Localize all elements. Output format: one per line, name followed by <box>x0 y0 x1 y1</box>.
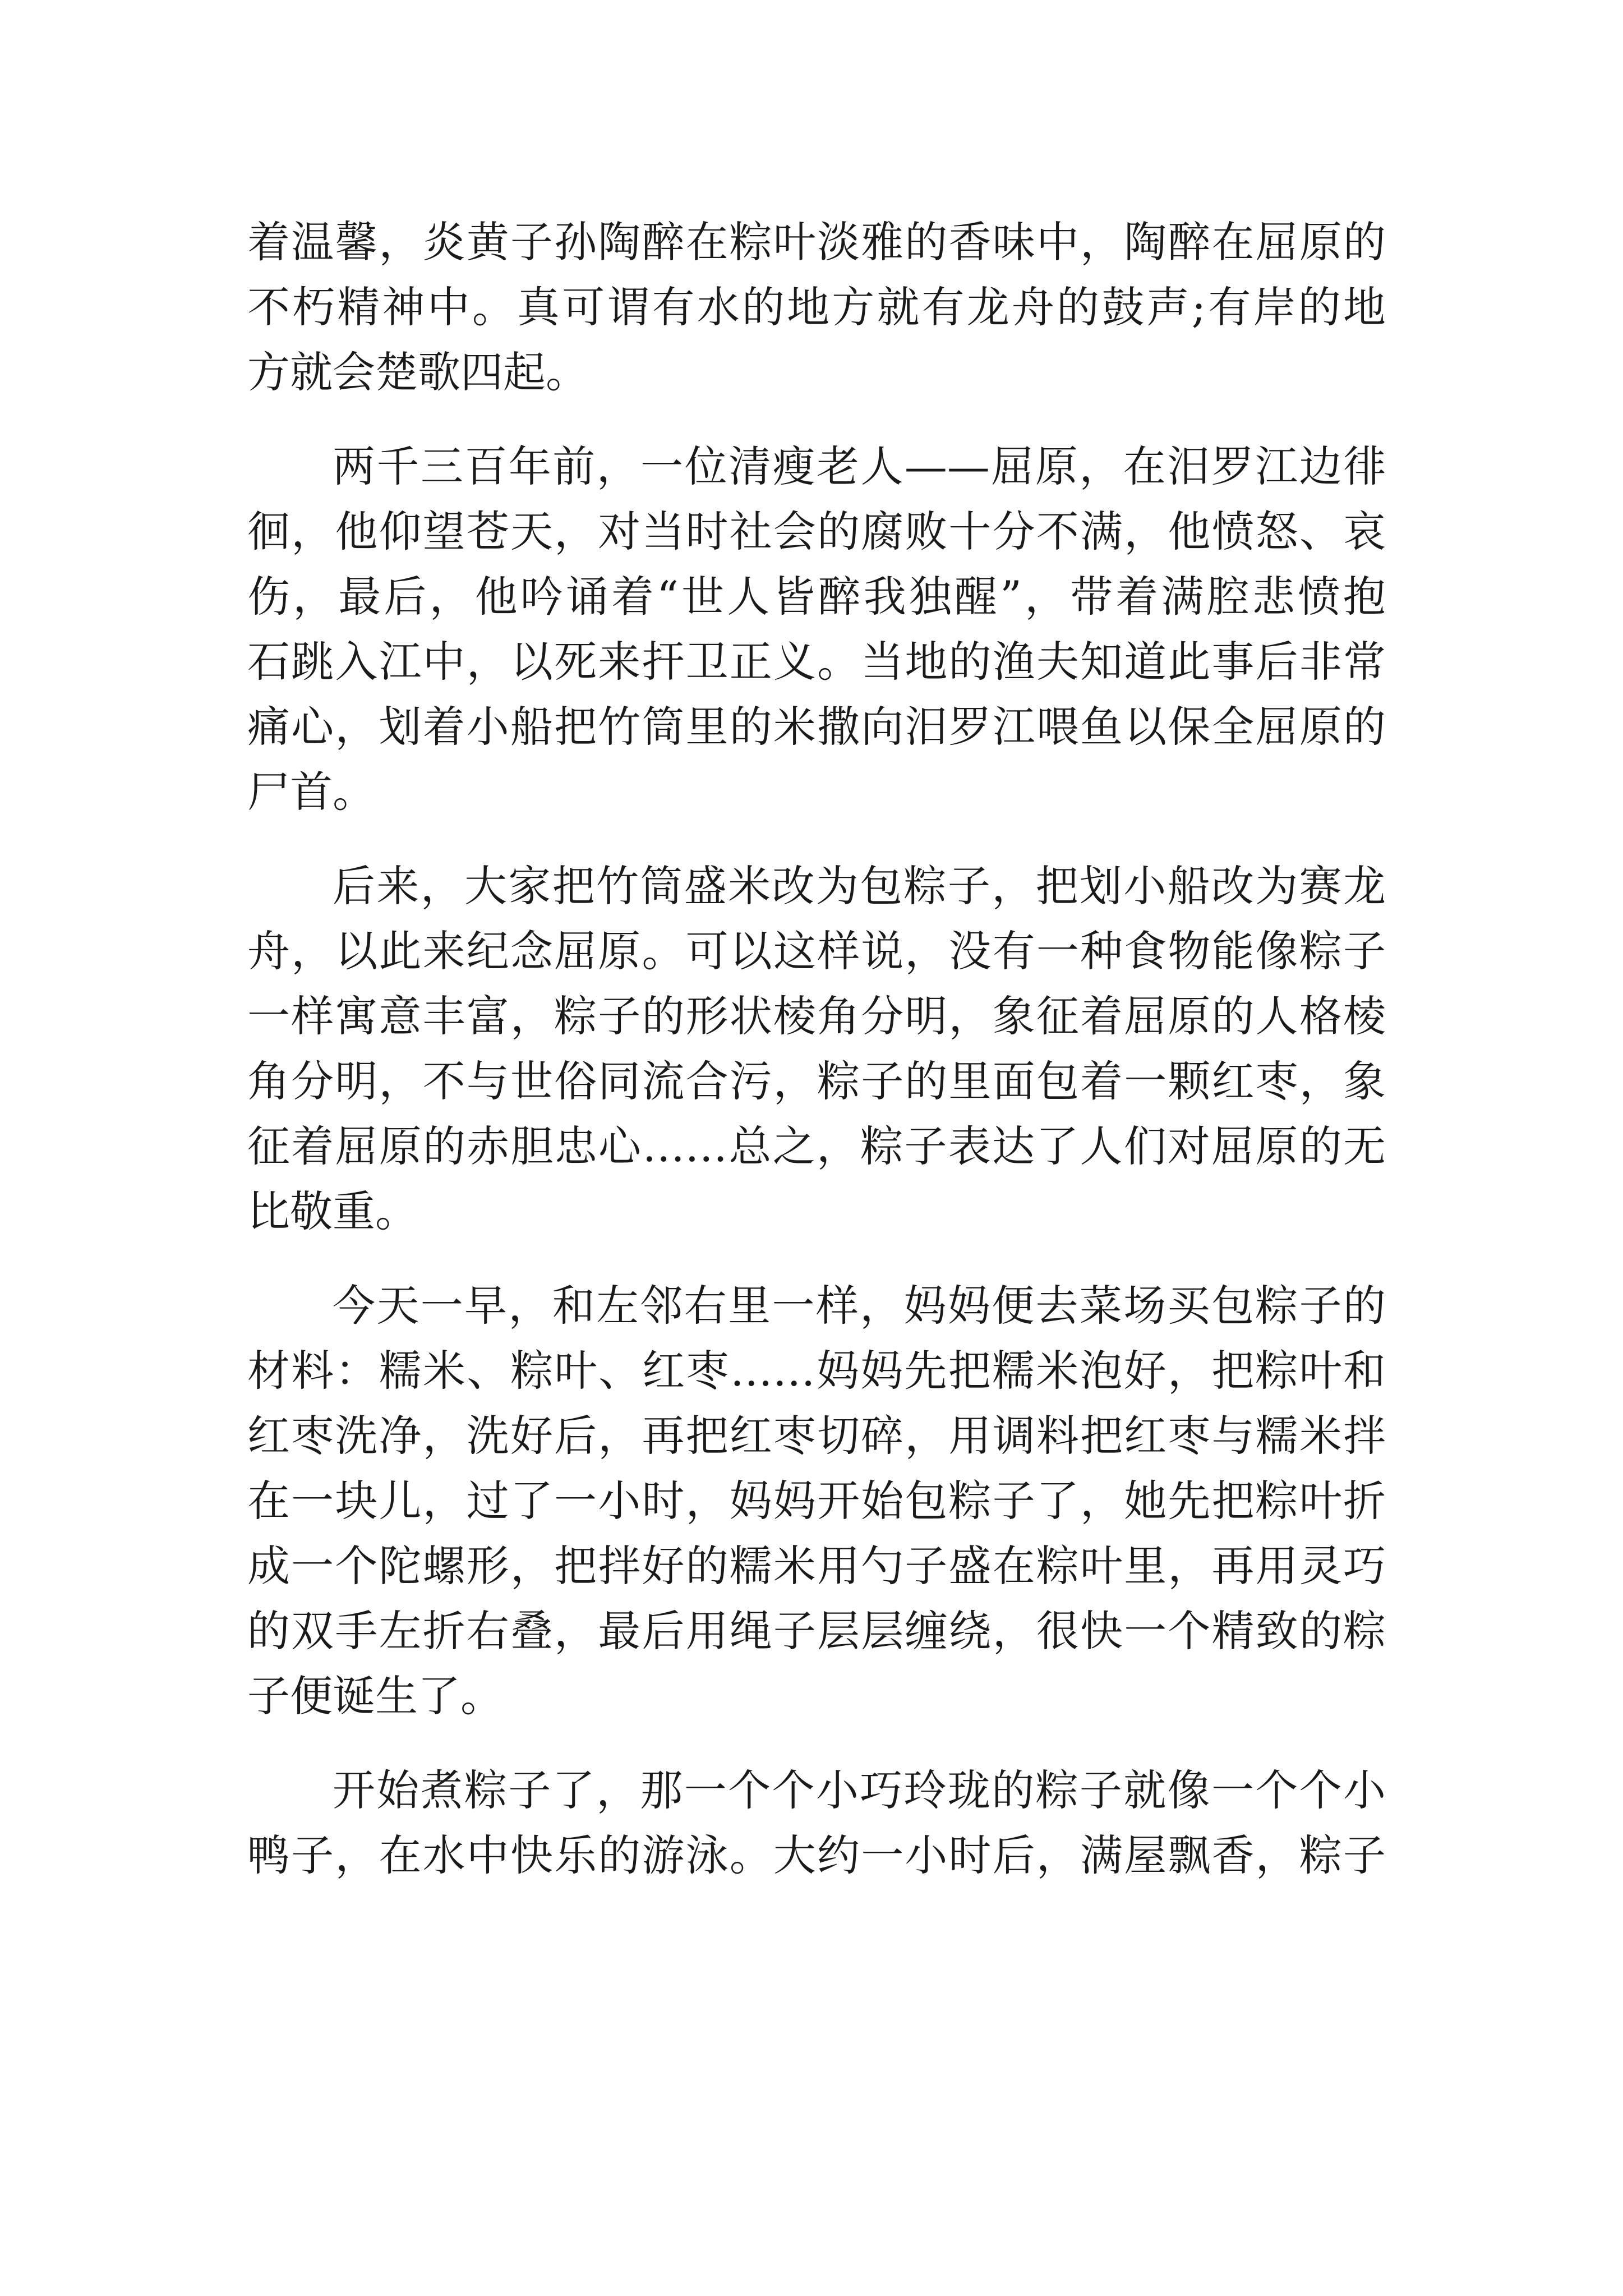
text-line: 方就会楚歌四起。 <box>247 347 588 397</box>
text-line: 一样寓意丰富，粽子的形状棱角分明，象征着屈原的人格棱 <box>247 991 1386 1041</box>
text-line: 角分明，不与世俗同流合污，粽子的里面包着一颗红枣，象 <box>247 1056 1386 1106</box>
text-line: 材料：糯米、粽叶、红枣……妈妈先把糯米泡好，把粽叶和 <box>247 1346 1386 1396</box>
text-line: 红枣洗净，洗好后，再把红枣切碎，用调料把红枣与糯米拌 <box>247 1411 1386 1461</box>
text-line: 着温馨，炎黄子孙陶醉在粽叶淡雅的香味中，陶醉在屈原的 <box>247 217 1386 267</box>
paragraph <box>247 854 1386 1244</box>
text-line: 石跳入江中，以死来扞卫正义。当地的渔夫知道此事后非常 <box>247 637 1386 687</box>
document-body <box>247 210 1386 1888</box>
text-line: 在一块儿，过了一小时，妈妈开始包粽子了，她先把粽叶折 <box>247 1476 1386 1526</box>
paragraph <box>247 1273 1386 1729</box>
text-line: 开始煮粽子了，那一个个小巧玲珑的粽子就像一个个小 <box>333 1765 1386 1815</box>
text-line: 徊，他仰望苍天，对当时社会的腐败十分不满，他愤怒、哀 <box>247 507 1386 556</box>
text-line: 成一个陀螺形，把拌好的糯米用勺子盛在粽叶里，再用灵巧 <box>247 1541 1386 1591</box>
text-line: 后来，大家把竹筒盛米改为包粽子，把划小船改为赛龙 <box>333 861 1386 911</box>
text-line: 尸首。 <box>247 767 375 817</box>
text-line: 不朽精神中。真可谓有水的地方就有龙舟的鼓声;有岸的地 <box>247 282 1386 332</box>
paragraph <box>247 434 1386 825</box>
text-line: 痛心，划着小船把竹筒里的米撒向汨罗江喂鱼以保全屈原的 <box>247 702 1386 752</box>
paragraph <box>247 1758 1386 1888</box>
text-line: 两千三百年前，一位清瘦老人——屈原，在汨罗江边徘 <box>333 441 1386 491</box>
paragraph <box>247 210 1386 405</box>
text-line: 比敬重。 <box>247 1186 418 1236</box>
text-line: 鸭子，在水中快乐的游泳。大约一小时后，满屋飘香，粽子 <box>247 1830 1386 1880</box>
text-line: 的双手左折右叠，最后用绳子层层缠绕，很快一个精致的粽 <box>247 1606 1386 1656</box>
text-line: 今天一早，和左邻右里一样，妈妈便去菜场买包粽子的 <box>333 1281 1386 1331</box>
text-line: 征着屈原的赤胆忠心……总之，粽子表达了人们对屈原的无 <box>247 1121 1386 1171</box>
text-line: 舟，以此来纪念屈原。可以这样说，没有一种食物能像粽子 <box>247 926 1386 976</box>
text-line: 子便诞生了。 <box>247 1671 503 1721</box>
text-line: 伤，最后，他吟诵着“世人皆醉我独醒”，带着满腔悲愤抱 <box>247 572 1386 622</box>
